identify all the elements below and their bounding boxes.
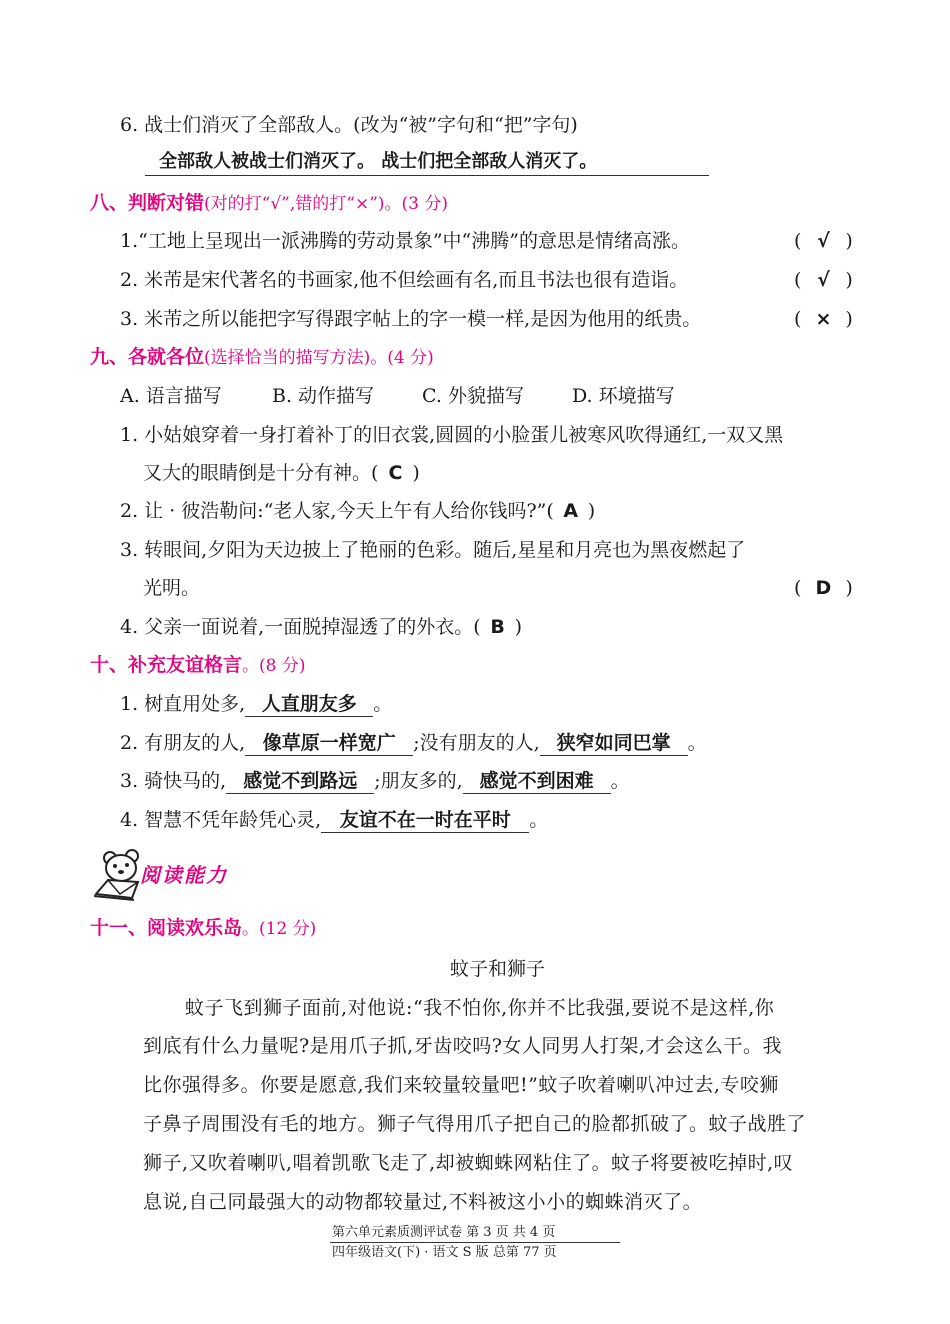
s9-option-c: C. 外貌描写 <box>422 385 524 407</box>
reading-ability-label: 阅读能力 <box>140 863 228 887</box>
s9-item-4 <box>120 614 522 640</box>
section-11-heading <box>90 915 316 942</box>
story-line-3: 比你强得多。你要是愿意,我们来较量较量吧!”蚊子吹着喇叭冲过去,专咬狮 <box>143 1074 779 1096</box>
s10-item-2-mid: ;没有朋友的人, <box>413 732 540 754</box>
s9-option-b: B. 动作描写 <box>272 385 375 407</box>
story-line-5: 狮子,又吹着喇叭,唱着凯歌飞走了,却被蜘蛛网粘住了。蚊子将要被吃掉时,叹 <box>143 1152 794 1174</box>
story-line-6: 息说,自己同最强大的动物都较量过,不料被这小小的蜘蛛消灭了。 <box>143 1191 703 1213</box>
s10-item-3-mid: ;朋友多的, <box>374 770 463 792</box>
section-9-heading <box>90 344 434 371</box>
s10-item-4-answer: 友谊不在一时在平时 <box>321 808 529 833</box>
s9-item-3-line-2: 光明。 <box>143 577 201 599</box>
s9-item-3-answer-box: ( D ) <box>794 577 853 599</box>
s10-item-1 <box>120 691 392 717</box>
s10-item-2-end: 。 <box>687 732 707 754</box>
s10-item-1-answer: 人直朋友多 <box>245 692 373 717</box>
s9-item-3-answer: D <box>815 577 832 599</box>
story-line-1: 蚊子飞到狮子面前,对他说:“我不怕你,你并不比我强,要说不是这样,你 <box>185 997 775 1019</box>
s8-item-2-answer: √ <box>817 269 830 291</box>
s8-item-2: 2. 米芾是宋代著名的书画家,他不但绘画有名,而且书法也很有造诣。 <box>120 269 689 291</box>
s10-item-4-end: 。 <box>529 809 549 831</box>
s8-item-3: 3. 米芾之所以能把字写得跟字帖上的字一模一样,是因为他用的纸贵。 <box>120 308 702 330</box>
footer-book-info: 四年级语文(下) · 语文 S 版 总第 77 页 <box>332 1245 557 1260</box>
section-11-note: 。(12 分) <box>242 919 317 939</box>
s9-item-4-text: 4. 父亲一面说着,一面脱掉湿透了的外衣。( <box>120 616 481 638</box>
s8-item-1-answer-box: ( √ ) <box>794 230 853 252</box>
s9-item-1-close: ) <box>412 462 420 484</box>
s10-item-3-answer-1: 感觉不到路远 <box>226 769 374 794</box>
s10-item-4 <box>120 807 548 833</box>
section-8-heading <box>90 190 448 217</box>
s10-item-3 <box>120 768 630 794</box>
section-10-note: 。(8 分) <box>242 656 306 676</box>
section-9-note: (选择恰当的描写方法)。(4 分) <box>204 348 434 368</box>
story-line-2: 到底有什么力量呢?是用爪子抓,牙齿咬吗?女人同男人打架,才会这么干。我 <box>143 1035 782 1057</box>
s9-item-4-answer: B <box>490 616 505 638</box>
s8-item-2-answer-box: ( √ ) <box>794 269 853 291</box>
s9-item-2 <box>120 498 595 524</box>
section-8-note: (对的打“√”,错的打“×”)。(3 分) <box>204 194 449 214</box>
story-line-4: 子鼻子周围没有毛的地方。狮子气得用爪子把自己的脸都抓破了。蚊子战胜了 <box>143 1113 807 1135</box>
s9-item-1-line-1: 1. 小姑娘穿着一身打着补丁的旧衣裳,圆圆的小脸蛋儿被寒风吹得通红,一双又黑 <box>120 424 784 446</box>
section-8-title: 八、判断对错 <box>90 192 205 214</box>
s9-item-4-close: ) <box>514 616 523 638</box>
s9-item-2-answer: A <box>563 500 579 522</box>
s10-item-2-answer-1: 像草原一样宽广 <box>245 731 413 756</box>
s10-item-3-answer-2: 感觉不到困难 <box>463 769 611 794</box>
s9-item-2-text: 2. 让 · 彼浩勒问:“老人家,今天上午有人给你钱吗?”( <box>120 500 554 522</box>
s8-item-3-answer-box: ( × ) <box>794 308 853 330</box>
s9-item-1-answer: C <box>388 462 403 484</box>
s10-item-2-answer-2: 狭窄如同巴掌 <box>540 731 688 756</box>
s8-item-3-answer: × <box>815 308 832 330</box>
footer-divider <box>330 1242 620 1243</box>
s10-item-1-end: 。 <box>373 693 393 715</box>
s10-item-3-pre: 3. 骑快马的, <box>120 770 227 792</box>
s10-item-2 <box>120 730 707 756</box>
s10-item-1-pre: 1. 树直用处多, <box>120 693 246 715</box>
s8-item-1-answer: √ <box>817 230 830 252</box>
footer-page-info: 第六单元素质测评试卷 第 3 页 共 4 页 <box>332 1225 556 1240</box>
story-title: 蚊子和狮子 <box>450 958 546 980</box>
s9-option-a: A. 语言描写 <box>120 385 222 407</box>
s9-item-3-line-1: 3. 转眼间,夕阳为天边披上了艳丽的色彩。随后,星星和月亮也为黑夜燃起了 <box>120 539 746 561</box>
section-9-title: 九、各就各位 <box>90 346 205 368</box>
q6-answer: 全部敌人被战士们消灭了。 战士们把全部敌人消灭了。 <box>145 149 709 176</box>
section-10-title: 十、补充友谊格言 <box>90 654 243 676</box>
s10-item-4-pre: 4. 智慧不凭年龄凭心灵, <box>120 809 322 831</box>
s9-item-1-text: 又大的眼睛倒是十分有神。( <box>143 462 379 484</box>
q6-prompt: 6. 战士们消灭了全部敌人。(改为“被”字句和“把”字句) <box>120 114 578 136</box>
section-11-title: 十一、阅读欢乐岛 <box>90 917 243 939</box>
s9-item-1-line-2 <box>143 460 420 486</box>
s10-item-3-end: 。 <box>610 770 630 792</box>
section-10-heading <box>90 652 306 679</box>
s10-item-2-pre: 2. 有朋友的人, <box>120 732 246 754</box>
s9-option-d: D. 环境描写 <box>572 385 675 407</box>
s9-item-2-close: ) <box>587 500 596 522</box>
s8-item-1: 1.“工地上呈现出一派沸腾的劳动景象”中“沸腾”的意思是情绪高涨。 <box>120 230 690 252</box>
